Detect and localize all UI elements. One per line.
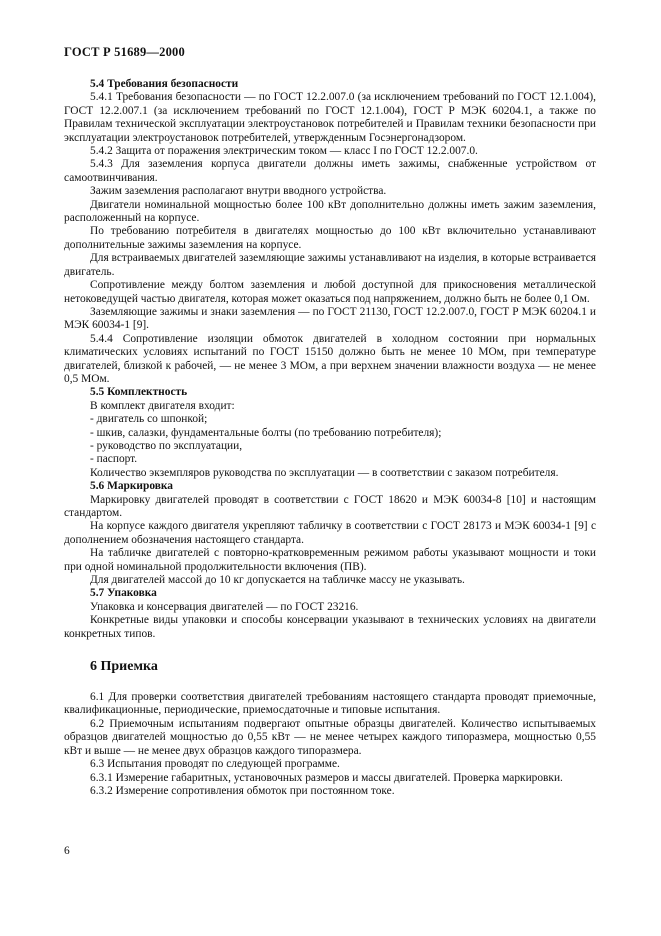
paragraph-6-3: 6.3 Испытания проводят по следующей программе.	[90, 758, 340, 771]
section-heading-5-5: 5.5 Комплектность	[90, 386, 188, 399]
page-number: 6	[64, 845, 70, 857]
paragraph-6-3-2: 6.3.2 Измерение сопротивления обмоток при постоянном токе.	[90, 784, 395, 797]
paragraph-6-2: 6.2 Приемочным испытаниям подвергают опытные образцы двигателей. Количество испытываемых образцов двигателей мощностью до 0,55 кВт — не менее четырех каждого типоразмера, мощностью 0,55 кВт и выше — не менее двух образцов каждого типоразмера.	[64, 717, 596, 757]
section-heading-5-6: 5.6 Маркировка	[90, 480, 173, 493]
list-item: - паспорт.	[90, 453, 138, 466]
paragraph-marking-3: На табличке двигателей с повторно-кратковременным режимом работы указывают мощности и токи при одной номинальной продолжительности включения (ПВ).	[64, 547, 596, 573]
paragraph-resistance: Сопротивление между болтом заземления и любой доступной для прикосновения металлической нетоковедущей частью двигателя, которая может оказаться под напряжением, должно быть не более 0,1 Ом.	[64, 279, 596, 305]
paragraph-5-4-3: 5.4.3 Для заземления корпуса двигатели должны иметь зажимы, снабженные устройством от самоотвинчивания.	[64, 158, 596, 184]
section-heading-5-4: 5.4 Требования безопасности	[90, 78, 239, 90]
paragraph-6-1: 6.1 Для проверки соответствия двигателей требованиям настоящего стандарта проводят приемочные, квалификационные, периодические, приемосдаточные и типовые испытания.	[64, 691, 596, 717]
paragraph-clamps-signs: Заземляющие зажимы и знаки заземления — по ГОСТ 21130, ГОСТ 12.2.007.0, ГОСТ Р МЭК 60204.1 и МЭК 60034-1 [9].	[64, 305, 596, 332]
list-item: - руководство по эксплуатации,	[90, 439, 243, 452]
paragraph-power-over-100: Двигатели номинальной мощностью более 100 кВт дополнительно должны иметь зажим заземления, расположенный на корпусе.	[64, 198, 596, 225]
body-text	[64, 78, 596, 798]
paragraph-packaging-1: Упаковка и консервация двигателей — по ГОСТ 23216.	[90, 600, 359, 613]
completeness-intro: В комплект двигателя входит:	[90, 399, 235, 412]
paragraph-built-in: Для встраиваемых двигателей заземляющие зажимы устанавливают на изделия, в которые встраивается двигатель.	[64, 252, 596, 278]
paragraph-6-3-1: 6.3.1 Измерение габаритных, установочных размеров и массы двигателей. Проверка маркировки.	[90, 771, 563, 784]
paragraph-consumer-request: По требованию потребителя в двигателях мощностью до 100 кВт включительно устанавливают дополнительные зажимы заземления на корпусе.	[64, 225, 596, 251]
paragraph-marking-1: Маркировку двигателей проводят в соответствии с ГОСТ 18620 и МЭК 60034-8 [10] и настоящим стандартом.	[64, 493, 596, 519]
paragraph-packaging-2: Конкретные виды упаковки и способы консервации указывают в технических условиях на двигатели конкретных типов.	[64, 614, 596, 640]
paragraph-5-4-2: 5.4.2 Защита от поражения электрическим током — класс I по ГОСТ 12.2.007.0.	[90, 145, 478, 158]
paragraph-5-4-1: 5.4.1 Требования безопасности — по ГОСТ 12.2.007.0 (за исключением требований по ГОСТ 12.1.004), ГОСТ 12.2.007.1 (за исключением требований по ГОСТ 12.1.004), ГОСТ Р МЭК 60204.1, а также по Правилам технической эксплуатации электроустановок потребителей и Правилам техники безопасности при эксплуатации электроустановок потребителей, утвержденным Госэнергонадзором.	[64, 91, 596, 144]
standard-code: ГОСТ Р 51689—2000	[64, 45, 185, 59]
section-heading-6: 6 Приемка	[90, 659, 158, 675]
section-heading-5-7: 5.7 Упаковка	[90, 587, 157, 600]
list-item: - двигатель со шпонкой;	[90, 413, 208, 426]
paragraph-marking-2: На корпусе каждого двигателя укрепляют табличку в соответствии с ГОСТ 28173 и МЭК 60034-1 [9] с дополнением обозначения настоящего стандарта.	[64, 520, 596, 546]
list-item: - шкив, салазки, фундаментальные болты (по требованию потребителя);	[90, 426, 442, 439]
paragraph-5-4-4: 5.4.4 Сопротивление изоляции обмоток двигателей в холодном состоянии при нормальных климатических условиях испытаний по ГОСТ 15150 должно быть не менее 10 МОм, при температуре двигателей, близкой к рабочей, — не менее 3 МОм, а при верхнем значении влажности воздуха — не менее 0,5 МОм.	[64, 332, 596, 385]
paragraph-copies: Количество экземпляров руководства по эксплуатации — в соответствии с заказом потребителя.	[90, 466, 559, 479]
paragraph-marking-4: Для двигателей массой до 10 кг допускается на табличке массу не указывать.	[90, 574, 465, 587]
paragraph-clamp-location: Зажим заземления располагают внутри вводного устройства.	[90, 185, 387, 198]
